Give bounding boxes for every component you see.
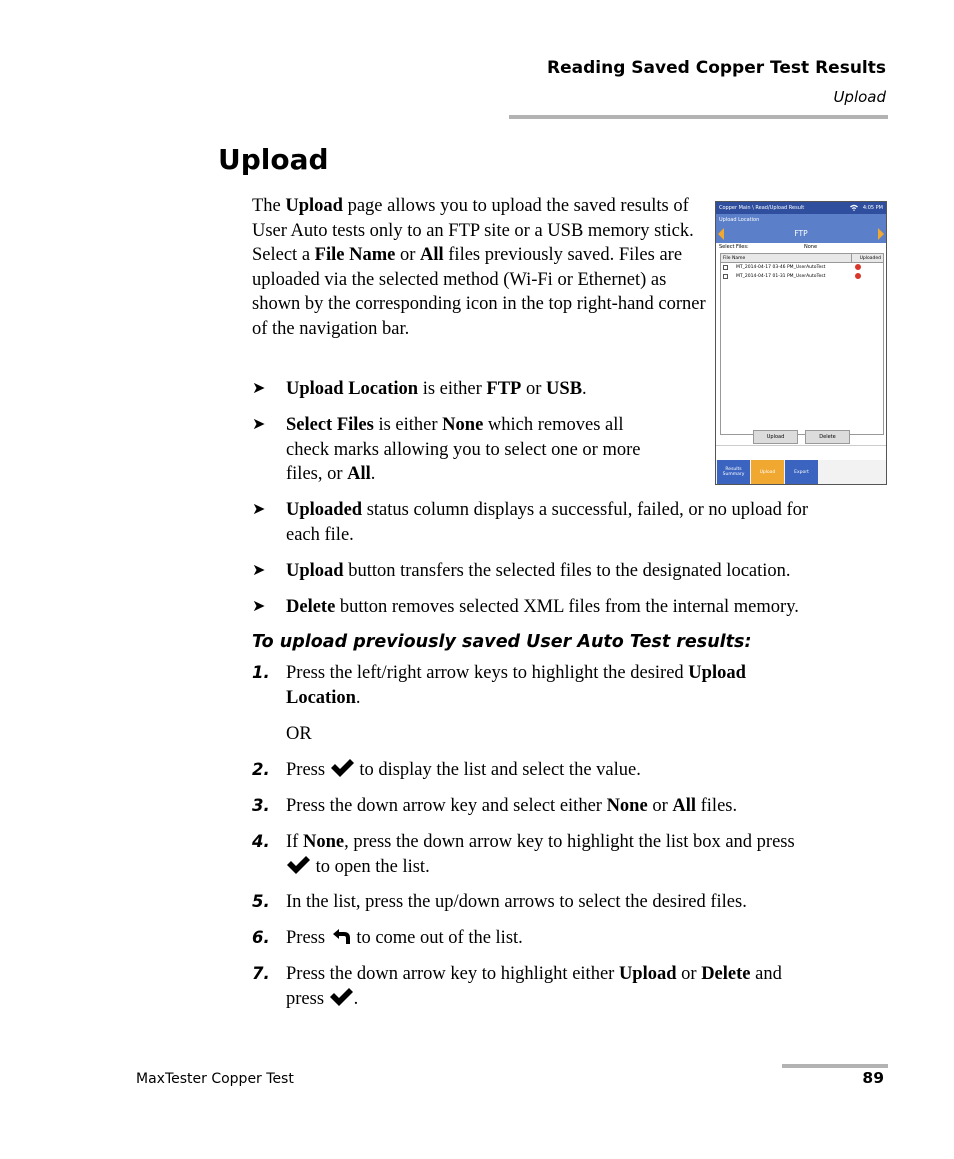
fail-status-icon xyxy=(855,273,861,279)
file-row[interactable] xyxy=(721,263,883,271)
step-number: 2. xyxy=(252,760,270,779)
select-files-value[interactable]: None xyxy=(804,244,818,250)
file-list[interactable] xyxy=(720,253,884,435)
bullet-arrow-icon: ➤ xyxy=(252,416,266,433)
file-list-header xyxy=(721,254,883,263)
checkmark-icon xyxy=(286,855,311,875)
step-number: 4. xyxy=(252,832,270,851)
intro-paragraph: The Upload page allows you to upload the saved results of User Auto tests only to an FTP site or a USB memory stick. Select a File Name or All files previously saved. Files are uploaded via the selected method (Wi-Fi or Ethernet) as shown by the corresponding icon in the top right-hand corner of the navigation bar. xyxy=(252,196,706,339)
running-header-subtitle: Upload xyxy=(833,88,886,106)
fail-status-icon xyxy=(855,264,861,270)
device-breadcrumb: Copper Main \ Read/Upload Result xyxy=(719,205,805,211)
step-number: 6. xyxy=(252,928,270,947)
file-name: MT_2014-04-17 01-31 PM_UserAutoTest xyxy=(736,273,826,279)
tab-results-summary[interactable]: Results Summary xyxy=(717,460,750,484)
checkmark-icon xyxy=(330,758,355,778)
step-number: 5. xyxy=(252,892,270,911)
step-number: 7. xyxy=(252,964,270,983)
upload-button[interactable]: Upload xyxy=(753,430,798,444)
tab-export[interactable]: Export xyxy=(785,460,818,484)
procedure-title: To upload previously saved User Auto Test results: xyxy=(252,632,752,652)
running-header-title: Reading Saved Copper Test Results xyxy=(547,58,886,78)
footer-rule xyxy=(782,1064,888,1068)
file-row[interactable] xyxy=(721,272,883,280)
bullet-arrow-icon: ➤ xyxy=(252,562,266,579)
bullet-arrow-icon: ➤ xyxy=(252,380,266,397)
page-heading: Upload xyxy=(218,143,329,176)
select-files-label: Select Files: xyxy=(719,244,749,250)
delete-button[interactable]: Delete xyxy=(805,430,850,444)
tab-upload[interactable]: Upload xyxy=(751,460,784,484)
footer-document-title: MaxTester Copper Test xyxy=(136,1071,294,1087)
header-rule xyxy=(509,115,888,119)
device-nav-bar xyxy=(716,202,886,214)
device-time: 4:05 PM xyxy=(862,205,883,211)
step-number: 1. xyxy=(252,663,270,682)
page-number: 89 xyxy=(862,1069,884,1087)
upload-location-value: FTP xyxy=(794,229,808,238)
file-name: MT_2014-04-17 03-46 PM_UserAutoTest xyxy=(736,264,826,270)
back-arrow-icon xyxy=(330,928,352,946)
checkbox[interactable] xyxy=(723,274,728,279)
device-screenshot xyxy=(715,201,887,485)
step-number: 3. xyxy=(252,796,270,815)
checkbox[interactable] xyxy=(723,265,728,270)
bullet-arrow-icon: ➤ xyxy=(252,501,266,518)
upload-location-panel[interactable] xyxy=(716,214,886,243)
checkmark-icon xyxy=(329,987,354,1007)
button-divider xyxy=(716,445,886,446)
upload-location-label: Upload Location xyxy=(719,217,760,223)
col-file-name: File Name xyxy=(723,255,746,261)
arrow-right-icon[interactable] xyxy=(878,228,884,240)
bullet-arrow-icon: ➤ xyxy=(252,598,266,615)
col-uploaded: Uploaded xyxy=(859,255,881,261)
wifi-icon xyxy=(850,204,858,211)
device-tab-bar xyxy=(716,460,886,484)
